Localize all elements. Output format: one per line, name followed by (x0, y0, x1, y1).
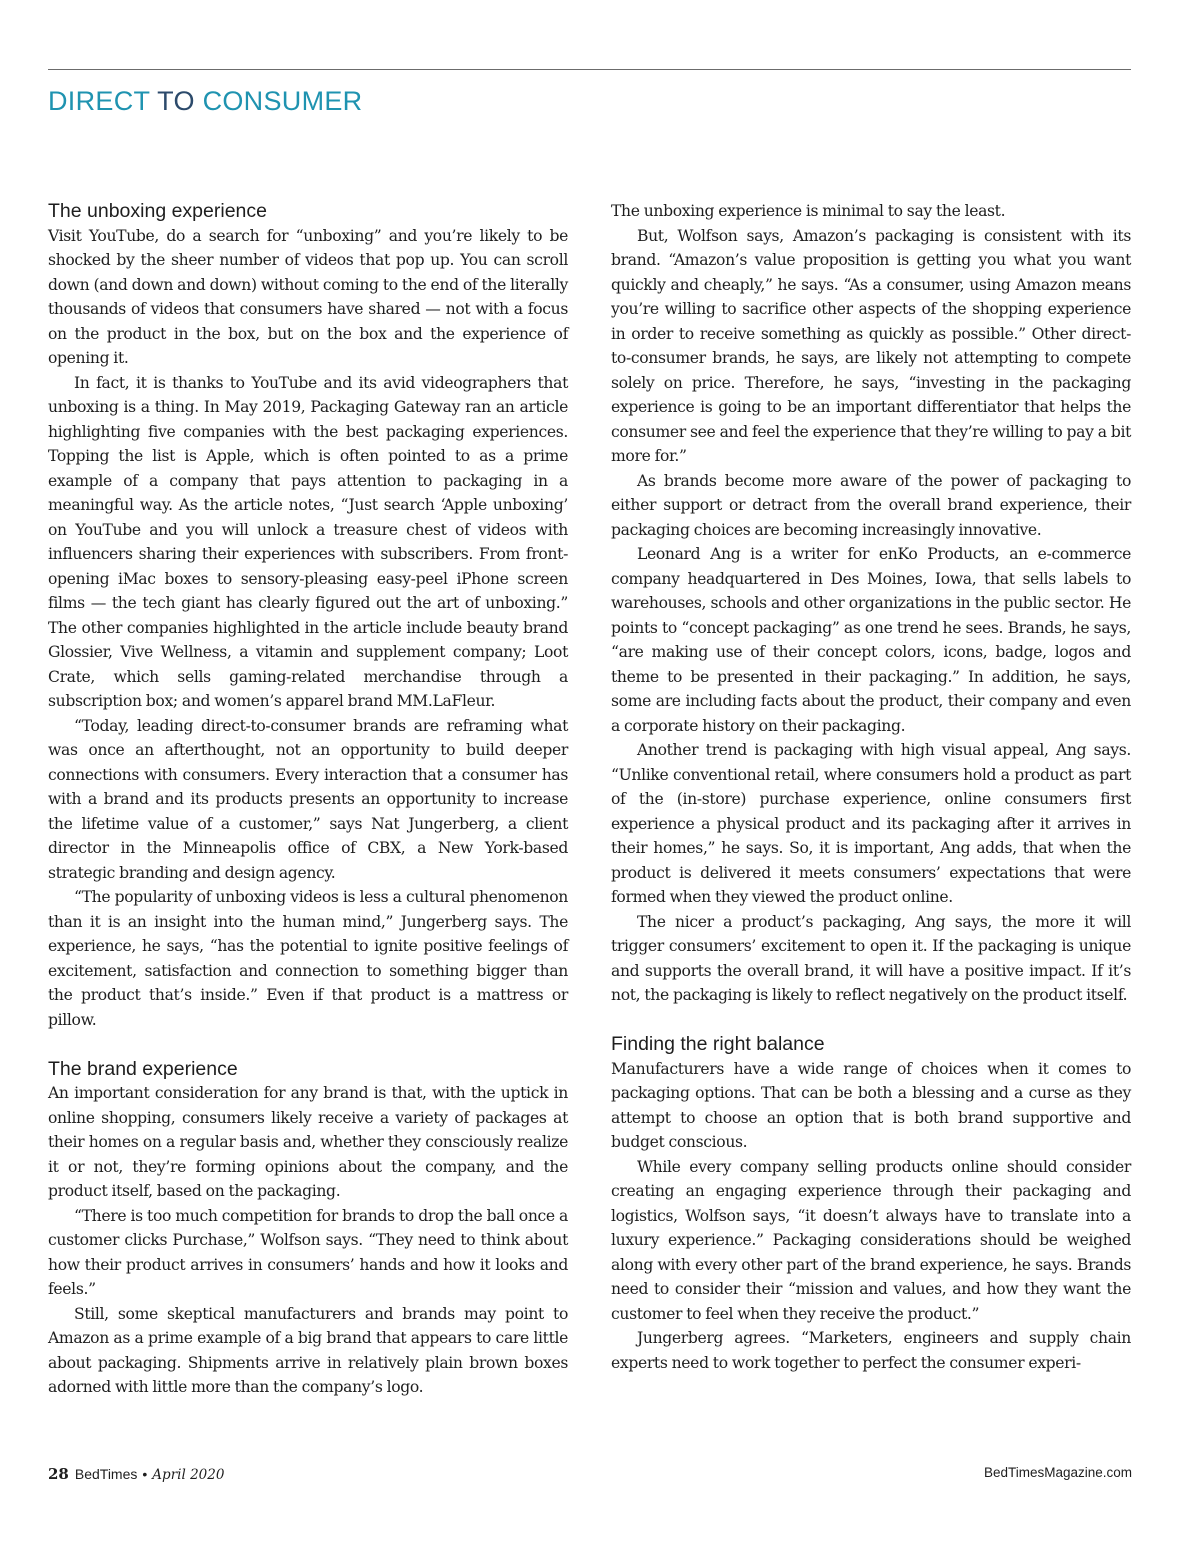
section-title-consumer: CONSUMER (202, 86, 363, 116)
paragraph: In fact, it is thanks to YouTube and its avid videographers that unboxing is a thing. In May 2019, Packaging Gateway ran an article highlighting five companies with the best packaging experiences. Topping the list is Apple, which is often pointed to as a prime example of a company that pays attention to packaging in a meaningful way. As the article notes, “Just search ‘Apple unboxing’ on YouTube and you will unlock a treasure chest of videos with influencers sharing their experiences with subscribers. From front-opening iMac boxes to sensory-pleasing easy-peel iPhone screen films — the tech giant has clearly figured out the art of unboxing.” The other companies highlighted in the article include beauty brand Glossier, Vive Wellness, a vitamin and supplement company; Loot Crate, which sells gaming-related merchandise through a subscription box; and women’s apparel brand MM.LaFleur. (48, 373, 568, 710)
page-number: 28 (48, 1465, 69, 1483)
subheading-brand-experience: The brand experience (48, 1057, 238, 1080)
section-title (48, 86, 362, 117)
paragraph: Jungerberg agrees. “Marketers, engineers and supply chain experts need to work together to perfect the consumer experi- (611, 1329, 1131, 1372)
paragraph: But, Wolfson says, Amazon’s packaging is consistent with its brand. “Amazon’s value proposition is getting you what you want quickly and cheaply,” he says. “As a consumer, using Amazon means you’re willing to sacrifice other aspects of the shopping experience in order to receive something as quickly as possible.” Other direct-to-consumer brands, he says, are likely not attempting to compete solely on price. Therefore, he says, “investing in the packaging experience is going to be an important differentiator that helps the consumer see and feel the experience that they’re willing to pay a bit more for.” (611, 226, 1131, 465)
footer-separator: • (142, 1466, 148, 1482)
paragraph: The nicer a product’s packaging, Ang says, the more it will trigger consumers’ excitement to open it. If the packaging is unique and supports the overall brand, it will have a positive impact. If it’s not, the packaging is likely to reflect negatively on the product itself. (611, 912, 1131, 1004)
right-column (611, 199, 1131, 1375)
paragraph: An important consideration for any brand is that, with the uptick in online shopping, consumers likely receive a variety of packages at their homes on a regular basis and, whether they consciously realize it or not, they’re forming opinions about the company, and the product itself, based on the packaging. (48, 1084, 568, 1200)
paragraph: Visit YouTube, do a search for “unboxing” and you’re likely to be shocked by the sheer number of videos that pop up. You can scroll down (and down and down) without coming to the end of the literally thousands of videos that consumers have shared — not with a focus on the product in the box, but on the box and the experience of opening it. (48, 226, 568, 367)
paragraph: Still, some skeptical manufacturers and brands may point to Amazon as a prime example of a big brand that appears to care little about packaging. Shipments arrive in relatively plain brown boxes adorned with little more than the company’s logo. (48, 1304, 568, 1396)
left-column (48, 199, 568, 1400)
paragraph: Leonard Ang is a writer for enKo Products, an e-commerce company headquartered in Des Moines, Iowa, that sells labels to warehouses, schools and other organizations in the public sector. He points to “concept packaging” as one trend he sees. Brands, he says, “are making use of their concept colors, icons, badge, logos and theme to be presented in their packaging.” In addition, he says, some are including facts about the product, their company and even a corporate history on their packaging. (611, 545, 1131, 735)
paragraph: Another trend is packaging with high visual appeal, Ang says. “Unlike conventional retail, where consumers hold a product as part of the (in-store) purchase experience, online consumers first experience a physical product and its packaging after it arrives in their homes,” he says. So, it is important, Ang adds, that when the product is delivered it meets consumers’ expectations that were formed when they viewed the product online. (611, 741, 1131, 906)
paragraph: Manufacturers have a wide range of choices when it comes to packaging options. That can be both a blessing and a curse as they attempt to choose an option that is both brand supportive and budget conscious. (611, 1059, 1131, 1151)
issue-date: April 2020 (152, 1467, 225, 1483)
paragraph: “Today, leading direct-to-consumer brands are reframing what was once an afterthought, not an opportunity to build deeper connections with consumers. Every interaction that a consumer has with a brand and its products presents an opportunity to increase the lifetime value of a customer,” says Nat Jungerberg, a client director in the Minneapolis office of CBX, a New York-based strategic branding and design agency. (48, 716, 568, 882)
paragraph: “The popularity of unboxing videos is less a cultural phenomenon than it is an insight into the human mind,” Jungerberg says. The experience, he says, “has the potential to ignite positive feelings of excitement, satisfaction and connection to something bigger than the product that’s inside.” Even if that product is a mattress or pillow. (48, 888, 568, 1029)
paragraph: “There is too much competition for brands to drop the ball once a customer clicks Purchase,” Wolfson says. “They need to think about how their product arrives in consumers’ hands and how it looks and feels.” (48, 1206, 568, 1298)
section-title-direct: DIRECT (48, 86, 150, 116)
paragraph: As brands become more aware of the power of packaging to either support or detract from the overall brand experience, their packaging choices are becoming increasingly innovative. (611, 471, 1131, 539)
paragraph: While every company selling products online should consider creating an engaging experience through their packaging and logistics, Wolfson says, “it doesn’t always have to translate into a luxury experience.” Packaging considerations should be weighed along with every other part of the brand experience, he says. Brands need to consider their “mission and values, and how they want the customer to feel when they receive the product.” (611, 1157, 1131, 1323)
header-rule (48, 69, 1131, 70)
subheading-finding-balance: Finding the right balance (611, 1033, 825, 1055)
publication-name: BedTimes (74, 1466, 138, 1482)
footer-website: BedTimesMagazine.com (983, 1465, 1132, 1480)
subheading-unboxing-experience: The unboxing experience (48, 200, 267, 222)
section-title-to: TO (157, 86, 195, 116)
paragraph: The unboxing experience is minimal to say the least. (611, 202, 1006, 220)
footer-left (48, 1465, 224, 1483)
